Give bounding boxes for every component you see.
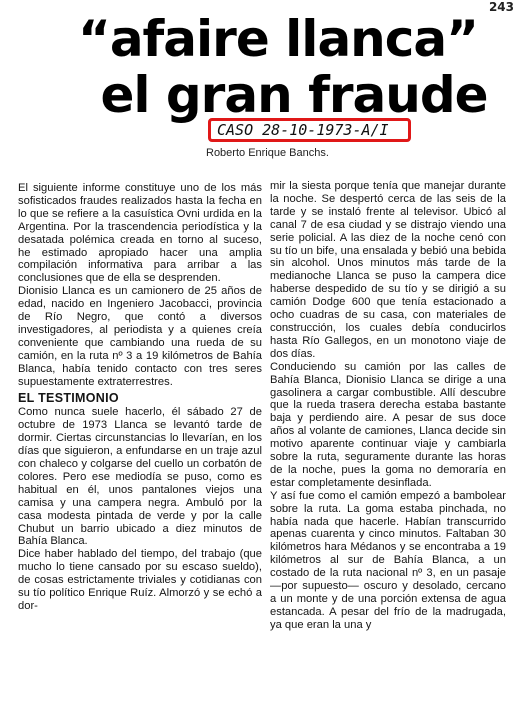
paragraph: Dionisio Llanca es un camionero de 25 años de edad, nacido en Ingeniero Jacobacci, provincia de Río Negro, que contó a diversos investigadores, al periodista y a quienes creía conveniente que cambiando una rueda de su camión, en la ruta nº 3 a 19 kilómetros de Bahía Blanca, había tenido contacto con tres seres supuestamente extraterrestres. (18, 285, 262, 388)
paragraph: Y así fue como el camión empezó a bambolear sobre la ruta. La goma estaba pinchada, no había nada que hacerle. Habían transcurrido apenas cuarenta y cinco minutos. Faltaban 30 kilómetros hara Médanos y se encontraba a 19 kilómetros al sur de Bahía Blanca, a un costado de la ruta nacional nº 3, en un pasaje —por supuesto— oscuro y desolado, cercano a un monte y de una porción extensa de agua estancada. A pesar del frío de la madrugada, ya que eran la una y (270, 489, 506, 631)
section-heading-testimonio: EL TESTIMONIO (18, 390, 119, 405)
case-label-handwritten: CASO 28-10-1973-A/I (208, 118, 411, 142)
paragraph: Como nunca suele hacerlo, él sábado 27 de octubre de 1973 Llanca se levantó tarde de dormir. Ciertas circunstancias lo llevarían, en los días que siguieron, a enfundarse en un traje azul con chaleco y colgarse del cuello un corbatón de colores. Pero ese mediodía se puso, como es habitual en él, unos pantalones viejos una camisa y una campera negra. Ambuló por la casa modesta pintada de verde y por la calle Chubut un barrio ubicado a diez minutos de Bahía Blanca. (18, 406, 262, 548)
byline: Roberto Enrique Banchs. (206, 147, 329, 159)
article-title-line-2: el gran fraude (100, 66, 488, 124)
article-title-line-1: “afaire llanca” (77, 10, 479, 68)
paragraph: mir la siesta porque tenía que manejar durante la noche. Se despertó cerca de las seis de la tarde y se instaló frente al televisor. Ubicó al canal 7 de esa ciudad y se distrajo viendo una serie policial. A las diez de la noche cenó con su tío un bife, una ensalada y bebió una bebida sin alcohol. Unos minutos más tarde de la medianoche Llanca se puso la campera dice haberse despedido de su tío y se dirigió a su camión Dodge 600 que tenía estacionado a ocho cuadras de su casa, con materiales de construcción, los cuales debía conducirlos hasta Río Gallegos, en un monotono viaje de dos días. (270, 180, 506, 360)
page-number: 243 (488, 0, 514, 14)
paragraph: Dice haber hablado del tiempo, del trabajo (que mucho lo tiene cansado por su escaso sueldo), de cosas estrictamente triviales y cotidianas con su tío político Enrique Ruíz. Almorzó y se echó a dor- (18, 548, 262, 612)
paragraph: El siguiente informe constituye uno de los más sofisticados fraudes realizados hasta la fecha en lo que se refiere a la casuística Ovni urdida en la Argentina. Por la trascendencia periodística y la desatada polémica creada en torno al suceso, he estimado apropiado hacer una amplia compilación informativa para arribar a las conclusiones que de ella se desprenden. (18, 182, 262, 285)
right-column (270, 180, 506, 632)
left-column (18, 182, 262, 613)
paragraph: Conduciendo su camión por las calles de Bahía Blanca, Dionisio Llanca se dirige a una gasolinera a cargar combustible. Allí descubre que la rueda trasera derecha estaba bastante baja y perdiendo aire. A pesar de sus doce años al volante de camiones, Llanca decide sin motivo aparente continuar viaje y cambiarla sobre la ruta, seguramente durante las horas de la noche, pues la goma no demoraría en estar completamente desinflada. (270, 360, 506, 489)
